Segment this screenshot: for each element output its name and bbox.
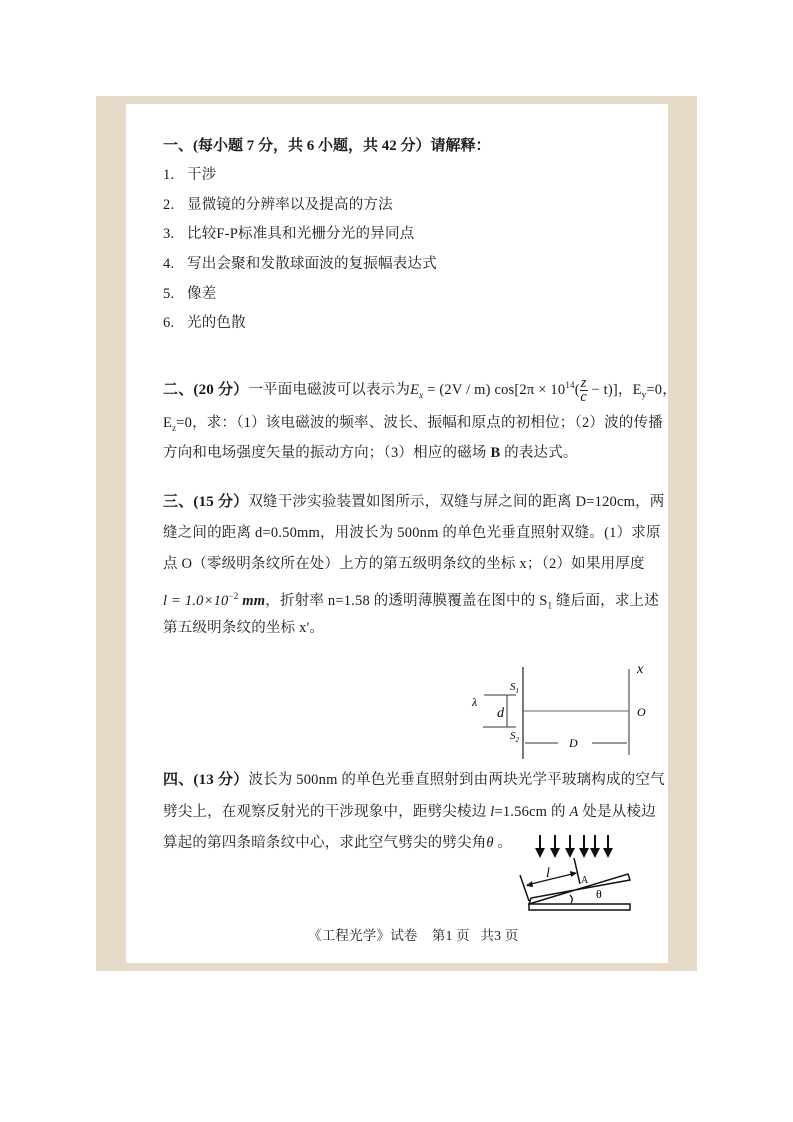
section4-line3 [163, 835, 512, 851]
item-text: 像差 [187, 286, 217, 302]
s1-sub: 1 [515, 687, 519, 695]
d-label: d [497, 706, 504, 721]
l-arrow-right [570, 871, 577, 877]
list-item [163, 197, 393, 213]
section4-text: 波长为 500nm 的单色光垂直照射到由两块光学平玻璃构成的空气 [248, 772, 665, 788]
arrow [535, 835, 545, 858]
item-number: 6. [163, 315, 175, 331]
s1-sub: 1 [547, 600, 553, 611]
arrow [565, 835, 575, 858]
angle-arc [570, 895, 572, 903]
item-text: 比较F-P标准具和光栅分光的异同点 [187, 226, 415, 242]
s2-sub: 2 [515, 736, 519, 744]
item-number: 4. [163, 256, 175, 272]
section2-line3 [163, 445, 578, 461]
arrow [579, 835, 589, 858]
formula-lhs: E [410, 381, 420, 398]
section4-heading: 四、(13 分） [163, 772, 249, 788]
section4-text-end: 处是从棱边 [578, 804, 656, 820]
formula-fraction [580, 377, 588, 404]
arrow [590, 835, 600, 858]
item-text: 干涉 [187, 167, 217, 183]
origin-label: O [637, 705, 646, 719]
A-symbol: A [569, 804, 579, 820]
double-slit-diagram [450, 655, 670, 765]
theta-symbol: θ [486, 835, 494, 851]
formula-tail: − t)] [587, 381, 618, 398]
section2-text: 方向和电场强度矢量的振动方向；（3）相应的磁场 [163, 445, 491, 461]
l-arrow-left [526, 881, 533, 887]
section3-line4 [163, 588, 659, 614]
axis-x-label: x [637, 662, 644, 677]
ey-label: ，E [617, 381, 642, 398]
section2-line2 [163, 415, 663, 436]
s1-label [510, 681, 519, 695]
list-item [163, 167, 216, 183]
section3-line1 [163, 494, 665, 510]
frac-top: z [580, 375, 587, 391]
thickness-unit: mm [238, 592, 266, 609]
thickness-exp: −2 [228, 591, 239, 601]
formula-mid: = (2V / m) cos[2π × 10 [423, 381, 566, 398]
arrow [603, 835, 613, 858]
wedge-l-label: l [546, 866, 550, 881]
section4-text: 算起的第四条暗条纹中心，求此空气劈尖的劈尖角 [163, 835, 487, 851]
section4-line2 [163, 804, 656, 820]
thickness-formula: l = 1.0×10 [163, 592, 229, 609]
air-wedge-diagram [500, 825, 660, 920]
lambda-label: λ [472, 695, 478, 709]
section3-text-end: 缝后面，求上述 [552, 592, 659, 609]
list-item [163, 315, 246, 331]
ez-sub: z [172, 422, 177, 433]
item-number: 1. [163, 167, 175, 183]
list-item [163, 256, 437, 272]
section4-text-end: 。 [493, 835, 513, 851]
section2-heading: 二、(20 分） [163, 381, 249, 398]
A-marker [574, 858, 580, 884]
list-item [163, 226, 414, 242]
l-symbol: l [490, 804, 495, 820]
item-number: 3. [163, 226, 175, 242]
frac-bottom: c [580, 389, 587, 405]
ez-label: E [163, 415, 173, 431]
ey-sub: y [641, 389, 647, 400]
item-text: 光的色散 [187, 315, 246, 331]
section2-text-end: 的表达式。 [500, 445, 578, 461]
magnetic-field-symbol: B [490, 445, 501, 461]
item-text: 写出会聚和发散球面波的复振幅表达式 [187, 256, 437, 272]
list-item [163, 286, 216, 302]
D-label: D [569, 736, 578, 750]
arrow [550, 835, 560, 858]
section3-line3: 点 O（零级明条纹所在处）上方的第五级明条纹的坐标 x；（2）如果用厚度 [163, 556, 645, 572]
ey-value: =0， [646, 381, 677, 398]
s2-text: S [510, 730, 516, 742]
section3-text: 双缝干涉实验装置如图所示，双缝与屏之间的距离 D=120cm，两 [248, 494, 665, 510]
item-number: 5. [163, 286, 175, 302]
section2-intro: 一平面电磁波可以表示为 [248, 381, 411, 398]
bottom-glass-plate [529, 904, 630, 910]
wedge-A-label: A [581, 875, 589, 886]
section3-line2: 缝之间的距离 d=0.50mm，用波长为 500nm 的单色光垂直照射双缝。(1）求原 [163, 525, 661, 541]
section2-line1 [163, 377, 677, 404]
item-text: 显微镜的分辨率以及提高的方法 [187, 197, 393, 213]
section4-line1 [163, 772, 665, 788]
formula: $E_x = (2V / m) \cos[2\pi \times 10^{14}$( $\frac{z}{c}$ − t)] [410, 375, 618, 405]
section3-heading: 三、(15 分） [163, 494, 249, 510]
section3-line5: 第五级明条纹的坐标 x'。 [163, 620, 325, 636]
s2-label [510, 730, 520, 744]
formula-lhs-sub: x [419, 389, 424, 400]
section4-text: 劈尖上，在观察反射光的干涉现象中，距劈尖棱边 [163, 804, 491, 820]
incident-light-arrows [535, 835, 613, 858]
s1-text: S [510, 681, 516, 693]
edge-extension [520, 875, 529, 901]
section3-text: ，折射率 n=1.58 的透明薄膜覆盖在图中的 S [265, 592, 548, 609]
section4-text-mid: =1.56cm 的 [494, 804, 570, 820]
item-number: 2. [163, 197, 175, 213]
formula-exp: 14 [565, 380, 575, 390]
section2-question-part: =0，求：（1）该电磁波的频率、波长、振幅和原点的初相位；（2）波的传播 [176, 415, 663, 431]
page-footer: 《工程光学》试卷 第1 页 共3 页 [308, 928, 519, 943]
l-dimension [527, 873, 576, 885]
wedge-theta-label: θ [596, 887, 602, 901]
section1-heading: 一、(每小题 7 分，共 6 小题，共 42 分）请解释： [163, 138, 491, 154]
